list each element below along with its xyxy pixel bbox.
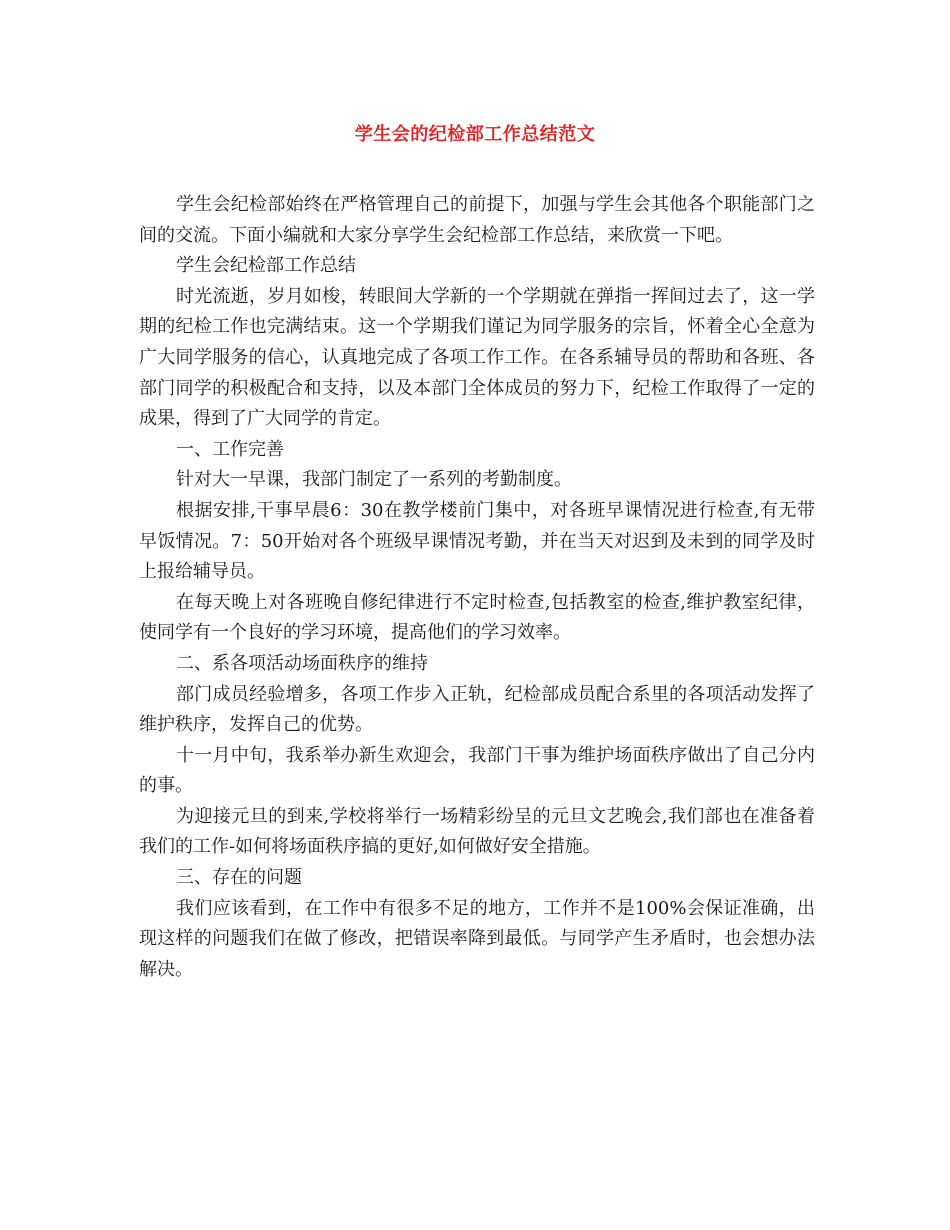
section-heading-2: 二、系各项活动场面秩序的维持 [176, 652, 428, 674]
paragraph-new-year: 为迎接元旦的到来,学校将举行一场精彩纷呈的元旦文艺晚会,我们部也在准备着我们的工作-如何将场面秩序搞的更好,如何做好安全措施。 [139, 805, 815, 858]
paragraph-welcome-party: 十一月中旬，我系举办新生欢迎会，我部门干事为维护场面秩序做出了自己分内的事。 [139, 744, 815, 797]
document-body [139, 190, 815, 985]
paragraph-morning-check: 根据安排,干事早晨6：30在教学楼前门集中，对各班早课情况进行检查,有无带早饭情况。7：50开始对各个班级早课情况考勤，并在当天对迟到及未到的同学及时上报给辅导员。 [139, 499, 815, 583]
section-heading-1: 一、工作完善 [176, 438, 284, 460]
paragraph-summary: 时光流逝，岁月如梭，转眼间大学新的一个学期就在弹指一挥间过去了，这一学期的纪检工作也完满结束。这一个学期我们谨记为同学服务的宗旨，怀着全心全意为广大同学服务的信心，认真地完成了各项工作工作。在各系辅导员的帮助和各班、各部门同学的积极配合和支持，以及本部门全体成员的努力下，纪检工作取得了一定的成果，得到了广大同学的肯定。 [139, 285, 815, 430]
section-heading-3: 三、存在的问题 [176, 867, 302, 889]
paragraph-intro: 学生会纪检部始终在严格管理自己的前提下，加强与学生会其他各个职能部门之间的交流。下面小编就和大家分享学生会纪检部工作总结，来欣赏一下吧。 [139, 194, 815, 246]
paragraph-experience: 部门成员经验增多，各项工作步入正轨，纪检部成员配合系里的各项活动发挥了维护秩序，发挥自己的优势。 [139, 683, 815, 736]
document-title: 学生会的纪检部工作总结范文 [354, 124, 596, 145]
paragraph-problems: 我们应该看到，在工作中有很多不足的地方，工作并不是100%会保证准确，出现这样的问题我们在做了修改，把错误率降到最低。与同学产生矛盾时，也会想办法解决。 [139, 897, 815, 980]
paragraph-attendance: 针对大一早课，我部门制定了一系列的考勤制度。 [176, 469, 572, 491]
paragraph-evening-check: 在每天晚上对各班晚自修纪律进行不定时检查,包括教室的检查,维护教室纪律，使同学有一个良好的学习环境，提高他们的学习效率。 [139, 591, 815, 644]
paragraph-subheading: 学生会纪检部工作总结 [176, 255, 356, 277]
